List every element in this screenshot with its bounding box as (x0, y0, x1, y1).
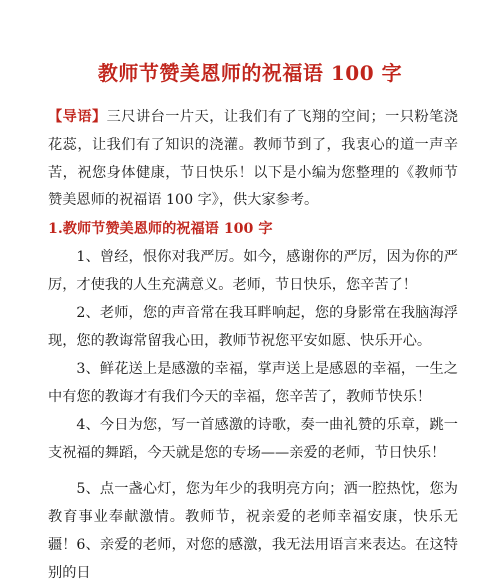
wish-paragraph-6: 6、亲爱的老师，对您的感激，我无法用语言来表达。在这特别的日 (48, 537, 458, 581)
document-title: 教师节赞美恩师的祝福语 100 字 (97, 61, 403, 85)
wish-paragraph-2: 2、老师，您的声音常在我耳畔响起，您的身影常在我脑海浮现，您的教诲常留我心田，教师节祝您平安如愿、快乐开心。 (48, 305, 458, 349)
wish-paragraph-3: 3、鲜花送上是感激的幸福，掌声送上是感恩的幸福，一生之中有您的教诲才有我们今天的幸福，您辛苦了，教师节快乐！ (48, 361, 458, 405)
intro-paragraph (48, 104, 458, 215)
wish-paragraph-5: 5、点一盏心灯，您为年少的我明亮方向；洒一腔热忱，您为教育事业奉献激情。教师节，祝亲爱的老师幸福安康，快乐无疆！ (48, 481, 458, 553)
wish-paragraph-4: 4、今日为您，写一首感激的诗歌，奏一曲礼赞的乐章，跳一支祝福的舞蹈，今天就是您的专场——亲爱的老师，节日快乐！ (48, 417, 458, 461)
intro-label: 【导语】 (48, 109, 107, 125)
intro-text: 三尺讲台一片天，让我们有了飞翔的空间；一只粉笔浇花蕊，让我们有了知识的浇灌。教师节到了，我衷心的道一声辛苦，祝您身体健康，节日快乐！以下是小编为您整理的《教师节赞美恩师的祝福语 100 字》，供大家参考。 (48, 109, 458, 209)
wish-paragraph-1: 1、曾经，恨你对我严厉。如今，感谢你的严厉，因为你的严厉，才使我的人生充满意义。老师，节日快乐，您辛苦了！ (48, 249, 458, 293)
section-heading: 1.教师节赞美恩师的祝福语 100 字 (48, 221, 273, 237)
